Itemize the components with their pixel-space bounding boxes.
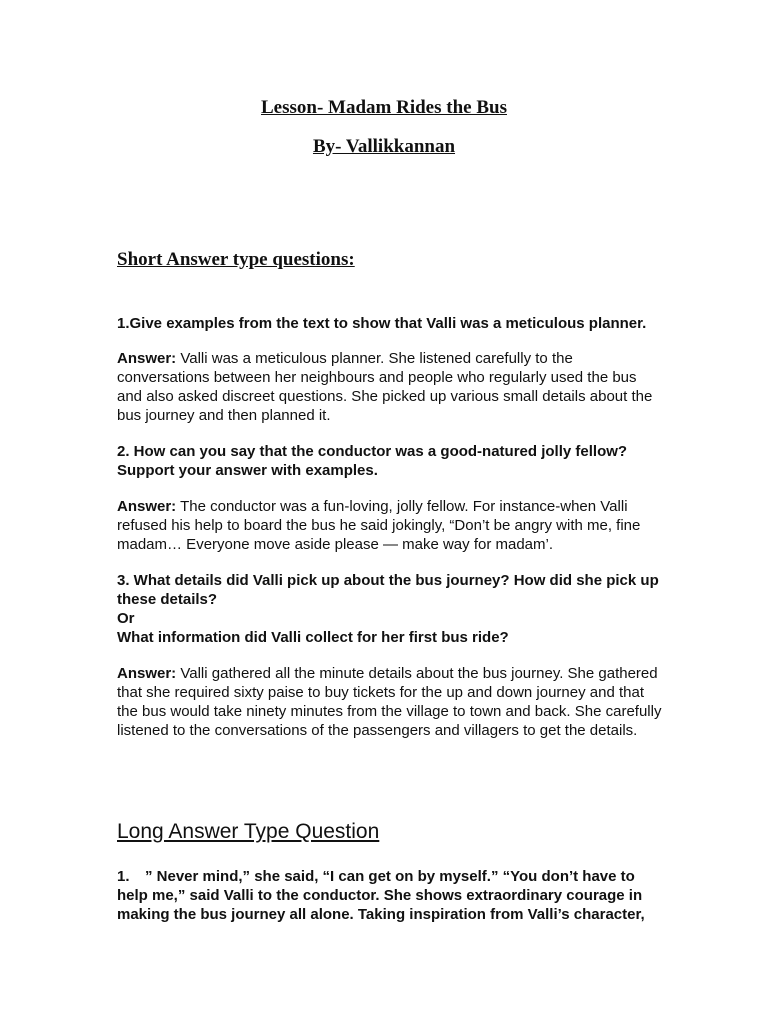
answer-2 [117, 497, 662, 554]
question-3-or: Or [117, 610, 135, 627]
long-question-1 [117, 867, 662, 924]
answer-1-text: Valli was a meticulous planner. She listened carefully to the conversations between her neighbours and people who regularly used the bus and also asked discreet questions. She picked up various small details about the bus journey and then planned it. [117, 350, 653, 424]
lesson-title: Lesson- Madam Rides the Bus [261, 97, 507, 118]
long-answer-heading: Long Answer Type Question [117, 820, 380, 843]
question-2: 2. How can you say that the conductor was a good-natured jolly fellow? Support your answer with examples. [117, 443, 628, 479]
answer-2-label: Answer: [117, 498, 177, 515]
answer-3-label: Answer: [117, 665, 177, 682]
short-answer-heading: Short Answer type questions: [117, 249, 355, 270]
answer-1-label: Answer: [117, 350, 177, 367]
question-3 [117, 571, 662, 647]
answer-3-text: Valli gathered all the minute details about the bus journey. She gathered that she required sixty paise to buy tickets for the up and down journey and that the bus would take ninety minutes from the village to town and back. She carefully listened to the conversations of the passengers and villagers to get the details. [117, 665, 662, 739]
answer-1 [117, 349, 662, 425]
question-3-alt: What information did Valli collect for her first bus ride? [117, 629, 509, 646]
question-3-text: 3. What details did Valli pick up about the bus journey? How did she pick up these details? [117, 572, 659, 608]
long-question-1-number: 1. [117, 868, 130, 885]
lesson-author: By- Vallikkannan [312, 136, 456, 157]
long-question-1-text: ” Never mind,” she said, “I can get on by myself.” “You don’t have to help me,” said Valli to the conductor. She shows extraordinary courage in making the bus journey all alone. Taking inspiration from Valli’s character, [117, 868, 645, 923]
answer-2-text: The conductor was a fun-loving, jolly fellow. For instance-when Valli refused his help to board the bus he said jokingly, “Don’t be angry with me, fine madam… Everyone move aside please — make way for madam’. [117, 498, 641, 553]
question-1: 1.Give examples from the text to show that Valli was a meticulous planner. [117, 315, 647, 332]
answer-3 [117, 664, 662, 740]
